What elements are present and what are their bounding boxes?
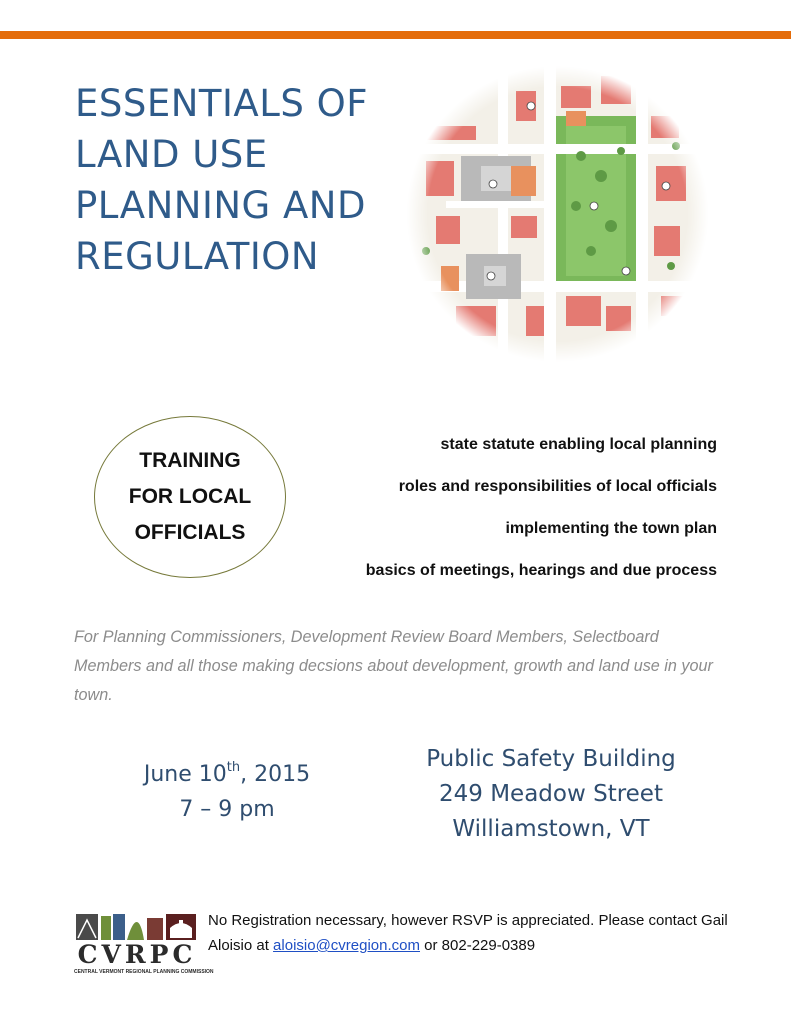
logo-name: CVRPC — [77, 940, 197, 969]
location-line: Williamstown, VT — [452, 816, 650, 842]
location-line: 249 Meadow Street — [439, 781, 663, 807]
title-line: PLANNING AND — [75, 184, 366, 227]
date-month-day: June 10 — [143, 762, 227, 787]
site-plan-illustration — [406, 66, 709, 362]
title-line: LAND USE — [75, 133, 268, 176]
event-datetime — [127, 757, 327, 827]
rsvp-email-link[interactable]: aloisio@cvregion.com — [273, 937, 420, 954]
event-location — [410, 742, 692, 847]
cvrpc-logo — [74, 912, 214, 980]
badge-line: FOR LOCAL — [128, 485, 252, 508]
badge-line: TRAINING — [139, 449, 241, 472]
topic-item: state statute enabling local planning — [440, 436, 717, 453]
topic-item: implementing the town plan — [505, 520, 717, 537]
topic-item: basics of meetings, hearings and due process — [365, 562, 717, 579]
badge-line: OFFICIALS — [134, 521, 246, 544]
date-year: , 2015 — [240, 762, 311, 787]
topic-item: roles and responsibilities of local officials — [398, 478, 717, 495]
top-accent-bar — [0, 31, 791, 39]
rsvp-phone: or 802-229-0389 — [420, 937, 536, 954]
flyer-title — [75, 78, 405, 282]
rsvp-note — [208, 908, 728, 958]
logo-subtitle: CENTRAL VERMONT REGIONAL PLANNING COMMISSION — [74, 969, 214, 975]
training-badge — [94, 416, 286, 578]
rsvp-text: No Registration necessary, however RSVP is appreciated. Please contact Gail Aloisio at — [208, 912, 728, 954]
logo-emblem-icon — [74, 912, 200, 942]
event-time: 7 – 9 pm — [179, 797, 275, 822]
topic-list — [366, 424, 717, 592]
audience-description: For Planning Commissioners, Development Review Board Members, Selectboard Members and all those making decsions about development, growth and land use in your town. — [74, 628, 713, 704]
title-line: ESSENTIALS OF — [75, 82, 368, 125]
title-line: REGULATION — [75, 235, 320, 278]
date-suffix: th — [226, 760, 241, 775]
event-date — [127, 757, 327, 792]
location-line: Public Safety Building — [426, 746, 676, 772]
